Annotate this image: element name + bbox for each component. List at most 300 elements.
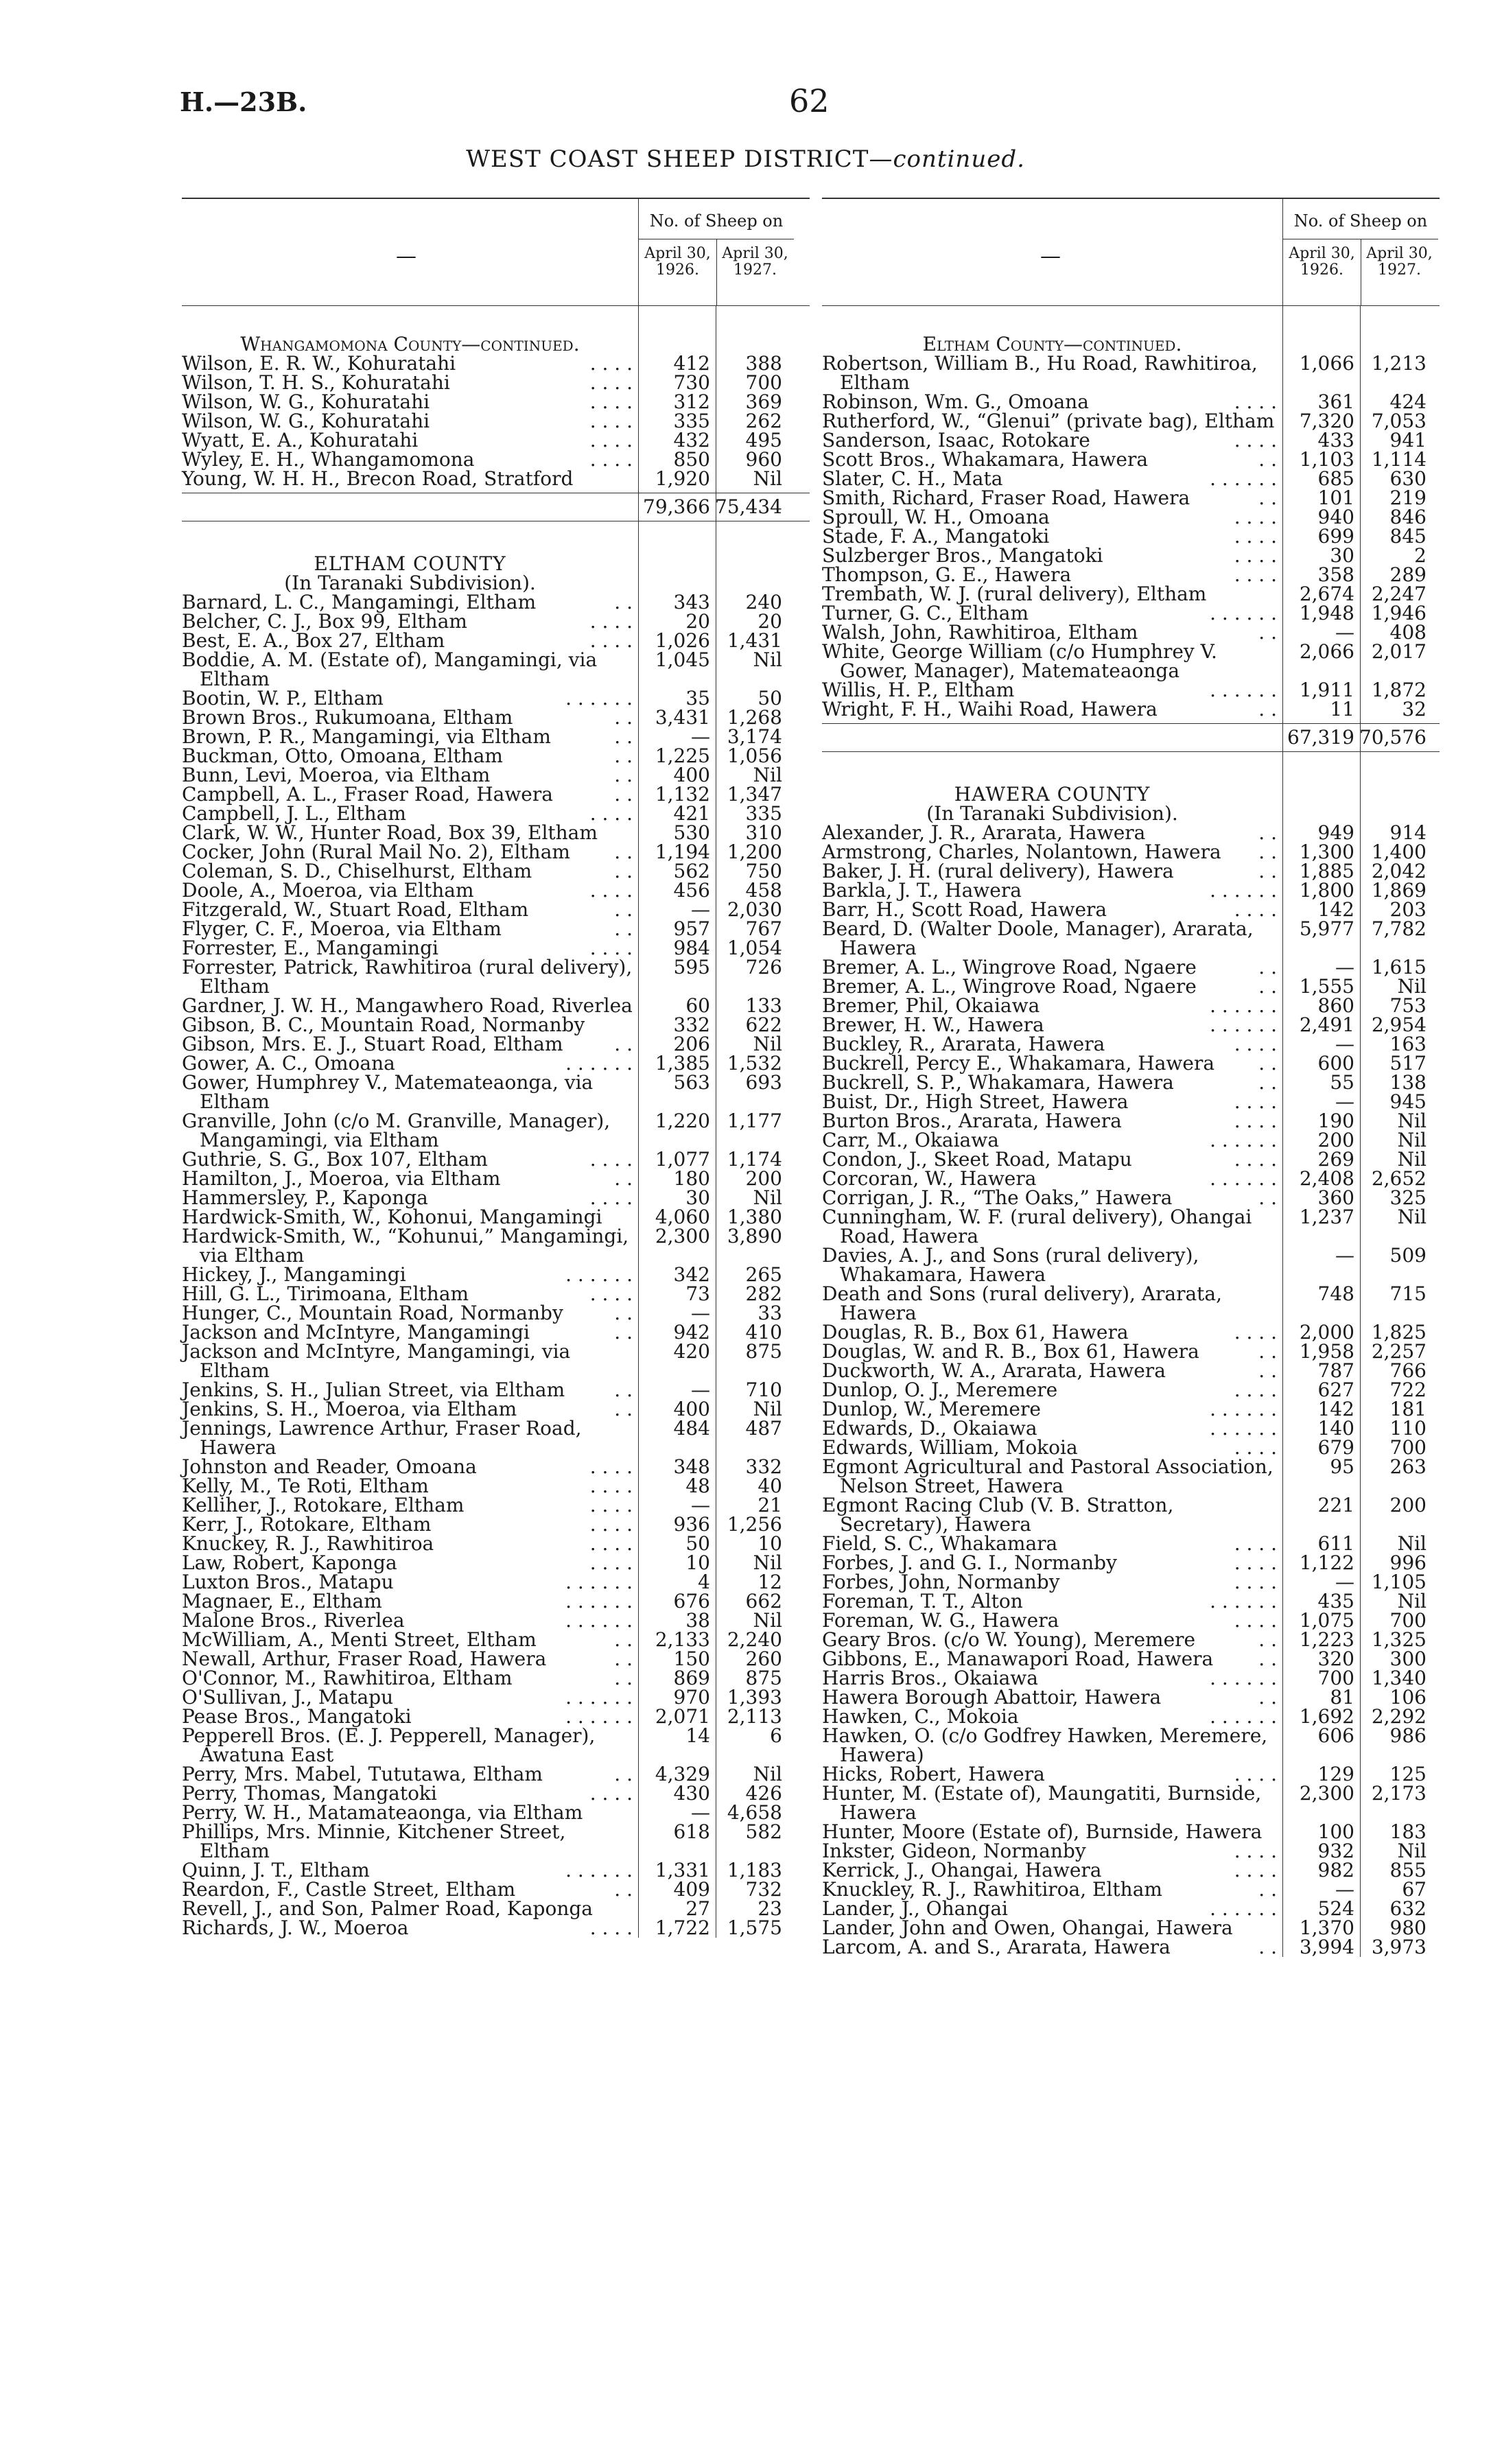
- holder-cell: [182, 612, 633, 631]
- holder-cell: [182, 919, 633, 939]
- holder-cell: [182, 862, 633, 881]
- holder-name: Wright, F. H., Waihi Road, Hawera: [822, 698, 1158, 720]
- holder-name: Campbell, A. L., Fraser Road, Hawera: [182, 783, 553, 806]
- holder-cell: [182, 1765, 633, 1784]
- leader-dots: . . . . . .: [565, 1052, 633, 1075]
- sheep-1927: 1,340: [1371, 1667, 1427, 1689]
- sheep-1927: 846: [1389, 506, 1427, 528]
- leader-dots: . .: [614, 860, 633, 882]
- leader-dots: . . . . . .: [1210, 679, 1277, 701]
- holder-name: Hicks, Robert, Hawera: [822, 1763, 1045, 1785]
- holder-cell: [822, 1054, 1277, 1073]
- sheep-1927: 7,782: [1371, 917, 1427, 940]
- holder-name: Corrigan, J. R., “The Oaks,” Hawera: [822, 1186, 1173, 1209]
- leader-dots: . . . .: [589, 1282, 633, 1305]
- sheep-1926: 180: [673, 1167, 710, 1190]
- holder-cell: [182, 708, 633, 727]
- holder-cell: [182, 996, 633, 1016]
- holder-name: Hardwick-Smith, W., Kohonui, Mangamingi: [182, 1206, 602, 1228]
- holder-name: Forbes, John, Normanby: [822, 1571, 1060, 1593]
- sheep-1926: 200: [1317, 1129, 1354, 1151]
- sheep-1926: 430: [673, 1782, 710, 1805]
- holder-cell: [822, 1611, 1277, 1630]
- column-rule: [1282, 306, 1283, 1957]
- sheep-1927: 263: [1389, 1455, 1427, 1478]
- sheep-1926: 850: [673, 448, 710, 471]
- holder-name: Hawera Borough Abattoir, Hawera: [822, 1686, 1162, 1709]
- sheep-1926: 748: [1317, 1282, 1354, 1305]
- year-1926-header: April 30, 1926.: [1289, 245, 1355, 279]
- holder-cell: [182, 1669, 633, 1688]
- leader-dots: . .: [1258, 1359, 1277, 1382]
- sheep-1926: 627: [1317, 1378, 1354, 1401]
- sheep-1927: 1,347: [727, 783, 782, 806]
- sheep-1927: 20: [758, 610, 782, 633]
- holder-cell: [182, 1611, 633, 1630]
- sheep-1926: 48: [685, 1475, 710, 1497]
- leader-dots: . . . .: [589, 629, 633, 652]
- sheep-1927: 1,268: [727, 706, 782, 729]
- sheep-1926: 420: [673, 1340, 710, 1363]
- sheep-1927: 1,825: [1371, 1321, 1427, 1344]
- sheep-1927: 200: [745, 1167, 782, 1190]
- leader-dots: . .: [1258, 698, 1277, 720]
- sheep-1927: 766: [1389, 1359, 1427, 1382]
- holder-cell: [182, 1861, 633, 1880]
- table-row: [822, 1378, 1440, 1401]
- table-row: [822, 1534, 1440, 1553]
- holder-cell: [182, 1630, 633, 1650]
- sheep-1926: —: [691, 1494, 710, 1516]
- sheep-1927: Nil: [753, 1763, 782, 1785]
- table-row: [822, 1765, 1440, 1784]
- table-row: [822, 1438, 1440, 1457]
- sheep-1927: 183: [1389, 1820, 1427, 1843]
- sheep-1926: 982: [1317, 1859, 1354, 1881]
- holder-name: Harris Bros., Okaiawa: [822, 1667, 1038, 1689]
- spacer: [822, 756, 1440, 785]
- holder-name: Buckman, Otto, Omoana, Eltham: [182, 744, 503, 767]
- holder-name: Gibson, Mrs. E. J., Stuart Road, Eltham: [182, 1033, 563, 1055]
- holder-name: Douglas, R. B., Box 61, Hawera: [822, 1321, 1129, 1344]
- holder-name: Bremer, A. L., Wingrove Road, Ngaere: [822, 975, 1197, 998]
- leader-dots: . . . .: [1234, 1840, 1277, 1862]
- sheep-1927: Nil: [753, 1398, 782, 1420]
- holder-cell: [822, 1112, 1277, 1131]
- leader-dots: . . . .: [1234, 390, 1277, 413]
- holder-cell: [182, 1150, 633, 1169]
- holder-name: Scott Bros., Whakamara, Hawera: [822, 448, 1149, 471]
- sheep-1926: —: [1335, 1033, 1354, 1055]
- table-row: [822, 996, 1440, 1016]
- sheep-1926: 206: [673, 1033, 710, 1055]
- sheep-1927: 200: [1389, 1494, 1427, 1516]
- leader-dots: . . . . . .: [565, 1263, 633, 1286]
- sheep-1926: 1,385: [655, 1052, 710, 1075]
- holder-name: Boddie, A. M. (Estate of), Mangamingi, via Eltham: [182, 648, 598, 690]
- sheep-1926: 949: [1317, 821, 1354, 844]
- holder-name: Baker, J. H. (rural delivery), Hawera: [822, 860, 1174, 882]
- holder-cell: [822, 1131, 1277, 1150]
- sheep-1926: 860: [1317, 994, 1354, 1017]
- table-row: [822, 681, 1440, 700]
- table-row: [822, 1342, 1440, 1361]
- leader-dots: . . . . . .: [565, 1705, 633, 1728]
- table-row: [822, 623, 1440, 642]
- leader-dots: . . . . . .: [1210, 602, 1277, 624]
- leader-dots: . . . .: [589, 1513, 633, 1536]
- leader-dots: . . . .: [1234, 1532, 1277, 1555]
- sheep-1926: 400: [673, 764, 710, 786]
- sheep-1927: 50: [758, 687, 782, 709]
- table-row: [822, 604, 1440, 623]
- holder-cell: [822, 1899, 1277, 1919]
- leader-dots: . .: [614, 1667, 633, 1689]
- sheep-1926: —: [1335, 1244, 1354, 1267]
- sheep-1927: 335: [745, 802, 782, 825]
- holder-cell: [822, 823, 1277, 843]
- leader-dots: . .: [1258, 1878, 1277, 1901]
- sheep-1927: Nil: [753, 764, 782, 786]
- sheep-1927: 622: [745, 1013, 782, 1036]
- holder-cell: [182, 1592, 633, 1611]
- section-heading: HAWERA COUNTY: [954, 783, 1151, 806]
- sheep-1926: 435: [1317, 1590, 1354, 1612]
- header-column-separator: [716, 239, 717, 305]
- sheep-1926: 936: [673, 1513, 710, 1536]
- holder-name: Forbes, J. and G. I., Normanby: [822, 1551, 1117, 1574]
- leader-dots: . . . . . .: [1210, 1897, 1277, 1920]
- sheep-1926: 3,431: [655, 706, 710, 729]
- sheep-1927: 2,173: [1371, 1782, 1427, 1805]
- sheep-1926: 984: [673, 937, 710, 959]
- sheep-1926: 332: [673, 1013, 710, 1036]
- holder-cell: [182, 373, 633, 392]
- sheep-1926: 312: [673, 390, 710, 413]
- sheep-1927: 700: [1389, 1609, 1427, 1632]
- leader-dots: . . . . . .: [1210, 994, 1277, 1017]
- sheep-1926: 433: [1317, 429, 1354, 451]
- holder-cell: [182, 1553, 633, 1573]
- table-row: [822, 1573, 1440, 1592]
- table-row: [822, 1496, 1440, 1534]
- sheep-1927: 265: [745, 1263, 782, 1286]
- sheep-1927: 1,393: [727, 1686, 782, 1709]
- sheep-1926: 1,045: [655, 648, 710, 671]
- sheep-1926: 343: [673, 591, 710, 613]
- sheep-1927: Nil: [1397, 1129, 1427, 1151]
- sheep-1926: 957: [673, 917, 710, 940]
- sheep-1927: 2,954: [1371, 1013, 1427, 1036]
- sheep-1926: 1,225: [655, 744, 710, 767]
- leader-dots: . .: [1258, 1647, 1277, 1670]
- holder-name: Belcher, C. J., Box 99, Eltham: [182, 610, 467, 633]
- table-row: [822, 1647, 1440, 1670]
- sheep-1927: 3,973: [1371, 1936, 1427, 1958]
- sheep-1927: 262: [745, 410, 782, 432]
- leader-dots: . .: [1258, 1071, 1277, 1094]
- sheep-1927: 726: [745, 956, 782, 978]
- section-heading: Whangamomona County—continued.: [240, 333, 580, 355]
- holder-cell: [182, 650, 633, 689]
- holder-name: Richards, J. W., Moeroa: [182, 1916, 409, 1939]
- table-row: [822, 958, 1440, 977]
- holder-cell: [182, 958, 633, 996]
- holder-name: Brown Bros., Rukumoana, Eltham: [182, 706, 513, 729]
- holder-name: Gower, A. C., Omoana: [182, 1052, 395, 1075]
- holder-cell: [822, 527, 1277, 546]
- holder-name: Douglas, W. and R. B., Box 61, Hawera: [822, 1340, 1199, 1363]
- leader-dots: . .: [614, 1321, 633, 1344]
- sheep-1927: Nil: [1397, 1590, 1427, 1612]
- sheep-1926: 409: [673, 1878, 710, 1901]
- leader-dots: . . . .: [589, 390, 633, 413]
- holder-cell: [822, 1784, 1277, 1822]
- holder-cell: [182, 392, 633, 412]
- holder-cell: [822, 1534, 1277, 1553]
- sheep-1926: 1,911: [1299, 679, 1354, 701]
- sheep-1927: 1,532: [727, 1052, 782, 1075]
- sheep-1926: 14: [685, 1724, 710, 1747]
- holder-name: Law, Robert, Kaponga: [182, 1551, 397, 1574]
- sheep-1927: 40: [758, 1475, 782, 1497]
- holder-name: Inkster, Gideon, Normanby: [822, 1840, 1086, 1862]
- leader-dots: . . . .: [589, 1782, 633, 1805]
- leader-dots: . . . .: [589, 1532, 633, 1555]
- sheep-1926: 1,075: [1299, 1609, 1354, 1632]
- holder-name: Hickey, J., Mangamingi: [182, 1263, 406, 1286]
- table-row: [822, 1861, 1440, 1880]
- sheep-1927: 2,247: [1371, 583, 1427, 605]
- holder-name: Hill, G. L., Tirimoana, Eltham: [182, 1282, 469, 1305]
- sheep-1927: 632: [1389, 1897, 1427, 1920]
- leader-dots: . .: [614, 706, 633, 729]
- holder-name: Young, W. H. H., Brecon Road, Stratford: [182, 467, 574, 490]
- leader-dots: . . . . . .: [565, 1859, 633, 1881]
- sheep-1927: 240: [745, 591, 782, 613]
- leader-dots: . .: [1258, 975, 1277, 998]
- table-row: [822, 565, 1440, 585]
- sheep-1927: 1,213: [1371, 352, 1427, 375]
- table-row: [822, 977, 1440, 996]
- sheep-1926: 1,555: [1299, 975, 1354, 998]
- holder-name: Clark, W. W., Hunter Road, Box 39, Eltham: [182, 821, 598, 844]
- sheep-1926: 456: [673, 879, 710, 902]
- holder-name: Bunn, Levi, Moeroa, via Eltham: [182, 764, 491, 786]
- spacer: [822, 306, 1440, 335]
- holder-name: Brown, P. R., Mangamingi, via Eltham: [182, 725, 551, 748]
- sheep-1926: 600: [1317, 1052, 1354, 1075]
- sheep-1926: 530: [673, 821, 710, 844]
- sheep-1926: 11: [1330, 698, 1354, 720]
- table-row: [822, 1013, 1440, 1036]
- sheep-1927: 509: [1389, 1244, 1427, 1267]
- sheep-1926: 35: [685, 687, 710, 709]
- sheep-1927: 1,174: [727, 1148, 782, 1171]
- sheep-1927: 700: [1389, 1436, 1427, 1459]
- sheep-1927: 106: [1389, 1686, 1427, 1709]
- leader-dots: . . . .: [1234, 1763, 1277, 1785]
- leader-dots: . . . . . .: [565, 1609, 633, 1632]
- holder-cell: [822, 1378, 1277, 1401]
- holder-cell: [182, 450, 633, 469]
- holder-name: Death and Sons (rural delivery), Ararata, Hawera: [822, 1282, 1223, 1324]
- holder-name: White, George William (c/o Humphrey V. Gower, Manager), Matemateaonga: [822, 640, 1217, 682]
- holder-cell: [822, 392, 1277, 412]
- holder-cell: [182, 469, 633, 489]
- holder-cell: [182, 1419, 633, 1457]
- holder-name: Hunter, Moore (Estate of), Burnside, Hawera: [822, 1820, 1263, 1843]
- sheep-1927: 941: [1389, 429, 1427, 451]
- sheep-1926: 142: [1317, 898, 1354, 921]
- sheep-1927: Nil: [753, 1609, 782, 1632]
- holder-cell: [182, 1822, 633, 1861]
- holder-cell: [822, 1573, 1277, 1592]
- holder-name: Barr, H., Scott Road, Hawera: [822, 898, 1107, 921]
- holder-name: Edwards, D., Okaiawa: [822, 1417, 1037, 1440]
- table-row: [822, 1035, 1440, 1054]
- holder-cell: [822, 1092, 1277, 1112]
- leader-dots: . .: [1258, 1628, 1277, 1651]
- sheep-1927: 410: [745, 1321, 782, 1344]
- holder-cell: [822, 862, 1277, 881]
- holder-name: Hawken, O. (c/o Godfrey Hawken, Meremere, Hawera): [822, 1724, 1268, 1766]
- sheep-1927: 1,256: [727, 1513, 782, 1536]
- sheep-1927: 980: [1389, 1916, 1427, 1939]
- holder-cell: [822, 1630, 1277, 1650]
- sheep-1927: 2: [1414, 544, 1427, 567]
- sheep-1926: 20: [685, 610, 710, 633]
- holder-cell: [182, 1457, 633, 1477]
- table-row: [822, 1361, 1440, 1381]
- sheep-1926: 1,331: [655, 1859, 710, 1881]
- section-subheading: (In Taranaki Subdivision).: [926, 802, 1178, 825]
- leader-dots: . . . . . .: [1210, 1667, 1277, 1689]
- table-row: [822, 1938, 1440, 1957]
- sheep-count-header: [1282, 199, 1438, 305]
- holder-cell: [182, 631, 633, 650]
- table-row: [822, 1188, 1440, 1208]
- holder-cell: [822, 1208, 1277, 1246]
- sheep-1927: 408: [1389, 621, 1427, 644]
- table-row: [822, 1131, 1440, 1150]
- holder-name: Kelly, M., Te Roti, Eltham: [182, 1475, 429, 1497]
- sheep-1926: 3,994: [1299, 1936, 1354, 1958]
- holder-cell: [182, 1227, 633, 1265]
- holder-name: Wilson, W. G., Kohuratahi: [182, 410, 430, 432]
- sheep-1926: 1,132: [655, 783, 710, 806]
- table-row: [822, 1688, 1440, 1707]
- sheep-1926: 412: [673, 352, 710, 375]
- sheep-1926: 618: [673, 1820, 710, 1843]
- leader-dots: . . . . . .: [565, 1590, 633, 1612]
- leader-dots: . . . .: [589, 1148, 633, 1171]
- leader-dots: . .: [614, 725, 633, 748]
- sheep-1926: —: [1335, 1571, 1354, 1593]
- sheep-1927: 845: [1389, 525, 1427, 548]
- holder-cell: [822, 1284, 1277, 1323]
- sheep-1926: 361: [1317, 390, 1354, 413]
- sheep-1927: 960: [745, 448, 782, 471]
- holder-name: Turner, G. C., Eltham: [822, 602, 1029, 624]
- holder-name: Perry, Mrs. Mabel, Tututawa, Eltham: [182, 1763, 543, 1785]
- holder-name: Jennings, Lawrence Arthur, Fraser Road, Hawera: [182, 1417, 582, 1459]
- page-title-continued: —continued.: [869, 145, 1025, 173]
- table-row: [822, 1592, 1440, 1611]
- sheep-1926: 1,920: [655, 467, 710, 490]
- leader-dots: . .: [614, 1167, 633, 1190]
- sheep-1926: 101: [1317, 486, 1354, 509]
- leader-dots: . . . . . .: [1210, 1398, 1277, 1420]
- leader-dots: . . . .: [589, 410, 633, 432]
- table-row: [822, 1899, 1440, 1919]
- leader-dots: . .: [614, 1628, 633, 1651]
- sheep-1926: 4,329: [655, 1763, 710, 1785]
- holder-name: Flyger, C. F., Moeroa, via Eltham: [182, 917, 502, 940]
- holder-cell: [822, 1323, 1277, 1342]
- leader-dots: . . . . . .: [1210, 1013, 1277, 1036]
- holder-name: Hardwick-Smith, W., “Kohunui,” Mangamingi, via Eltham: [182, 1225, 629, 1267]
- leader-dots: . .: [1258, 1936, 1277, 1958]
- sheep-1926: —: [1335, 621, 1354, 644]
- sheep-1927: 700: [745, 371, 782, 394]
- sheep-1926: 611: [1317, 1532, 1354, 1555]
- holder-name: Fitzgerald, W., Stuart Road, Eltham: [182, 898, 529, 921]
- holder-name: Forrester, E., Mangamingi: [182, 937, 438, 959]
- holder-name: Buckley, R., Ararata, Hawera: [822, 1033, 1105, 1055]
- holder-name: Lander, John and Owen, Ohangai, Hawera: [822, 1916, 1233, 1939]
- holder-cell: [822, 1361, 1277, 1381]
- holder-name: Johnston and Reader, Omoana: [182, 1455, 477, 1478]
- holder-name: Sanderson, Isaac, Rotokare: [822, 429, 1090, 451]
- leader-dots: . . . .: [1234, 563, 1277, 586]
- holder-cell: [182, 1035, 633, 1054]
- table-body: [822, 306, 1440, 1957]
- sheep-1927: 33: [758, 1302, 782, 1324]
- holder-cell: [822, 486, 1277, 509]
- leader-dots: . . . .: [1234, 898, 1277, 921]
- leader-dots: . .: [1258, 860, 1277, 882]
- holder-cell: [822, 977, 1277, 996]
- sheep-1927: 495: [745, 429, 782, 451]
- year-1927-header: April 30, 1927.: [722, 245, 788, 279]
- holder-name: Best, E. A., Box 27, Eltham: [182, 629, 445, 652]
- sheep-count-group-title: No. of Sheep on: [1293, 211, 1428, 231]
- leader-dots: . . . .: [589, 802, 633, 825]
- leader-dots: . .: [614, 1378, 633, 1401]
- leader-dots: . .: [1258, 621, 1277, 644]
- table-row: [822, 700, 1440, 719]
- holder-name: Egmont Agricultural and Pastoral Association, Nelson Street, Hawera: [822, 1455, 1273, 1497]
- table-header: [822, 198, 1440, 306]
- holder-cell: [822, 565, 1277, 585]
- sheep-1926: 2,300: [1299, 1782, 1354, 1805]
- leader-dots: . . . .: [1234, 1859, 1277, 1881]
- holder-cell: [822, 1400, 1277, 1419]
- holder-cell: [182, 843, 633, 862]
- holder-name: Gibbons, E., Manawapori Road, Hawera: [822, 1647, 1214, 1670]
- sheep-1926: 358: [1317, 563, 1354, 586]
- sheep-1926: 348: [673, 1455, 710, 1478]
- holder-name: Cocker, John (Rural Mail No. 2), Eltham: [182, 841, 570, 863]
- total-1927: 75,434: [715, 495, 782, 518]
- holder-name: Condon, J., Skeet Road, Matapu: [822, 1148, 1132, 1171]
- sheep-1926: 73: [685, 1282, 710, 1305]
- leader-dots: . .: [614, 591, 633, 613]
- sheep-1927: 710: [745, 1378, 782, 1401]
- holder-name: Thompson, G. E., Hawera: [822, 563, 1072, 586]
- holder-name: Wilson, W. G., Kohuratahi: [182, 390, 430, 413]
